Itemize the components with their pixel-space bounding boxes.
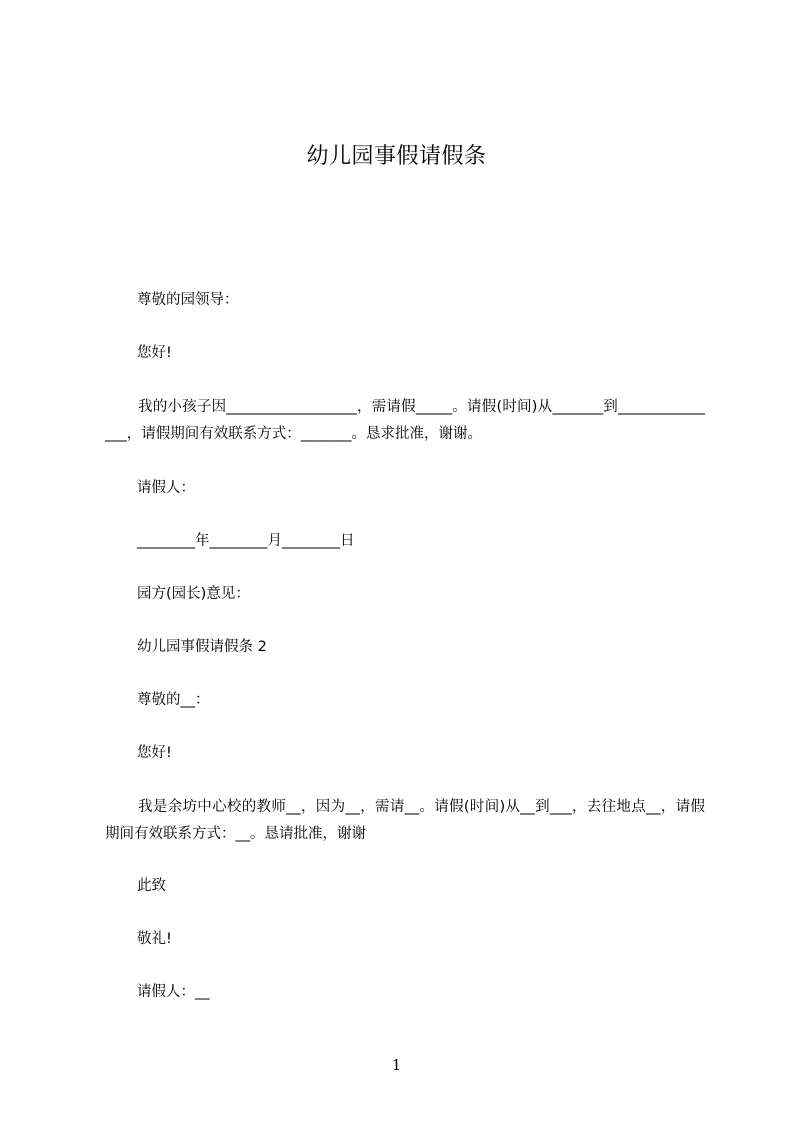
salutation: 尊敬的园领导： <box>137 292 239 308</box>
salutation-2: 尊敬的__： <box>137 692 210 708</box>
closing-salute: 敬礼! <box>137 931 172 947</box>
greeting: 您好! <box>137 345 172 361</box>
leave-request-body: 我的小孩子因__________________，需请假_____。请假(时间)从_______到_______________，请假期间有效联系方式：_______。恳求批准，谢谢。 <box>105 399 705 442</box>
applicant-signature-line: 请假人：__ <box>137 984 210 1000</box>
greeting-2: 您好! <box>137 745 172 761</box>
page-number: 1 <box>391 1056 402 1074</box>
section-title-2: 幼儿园事假请假条 2 <box>137 639 267 655</box>
applicant-label: 请假人： <box>137 480 195 496</box>
date-line: ________年________月________日 <box>137 533 355 549</box>
leave-request-body-2: 我是余坊中心校的教师__，因为__，需请__。请假(时间)从__到___，去往地点__，请假期间有效联系方式：__。恳请批准，谢谢 <box>105 799 705 842</box>
principal-opinion-label: 园方(园长)意见： <box>137 586 250 602</box>
document-title: 幼儿园事假请假条 <box>306 144 487 169</box>
closing-phrase: 此致 <box>137 878 166 894</box>
